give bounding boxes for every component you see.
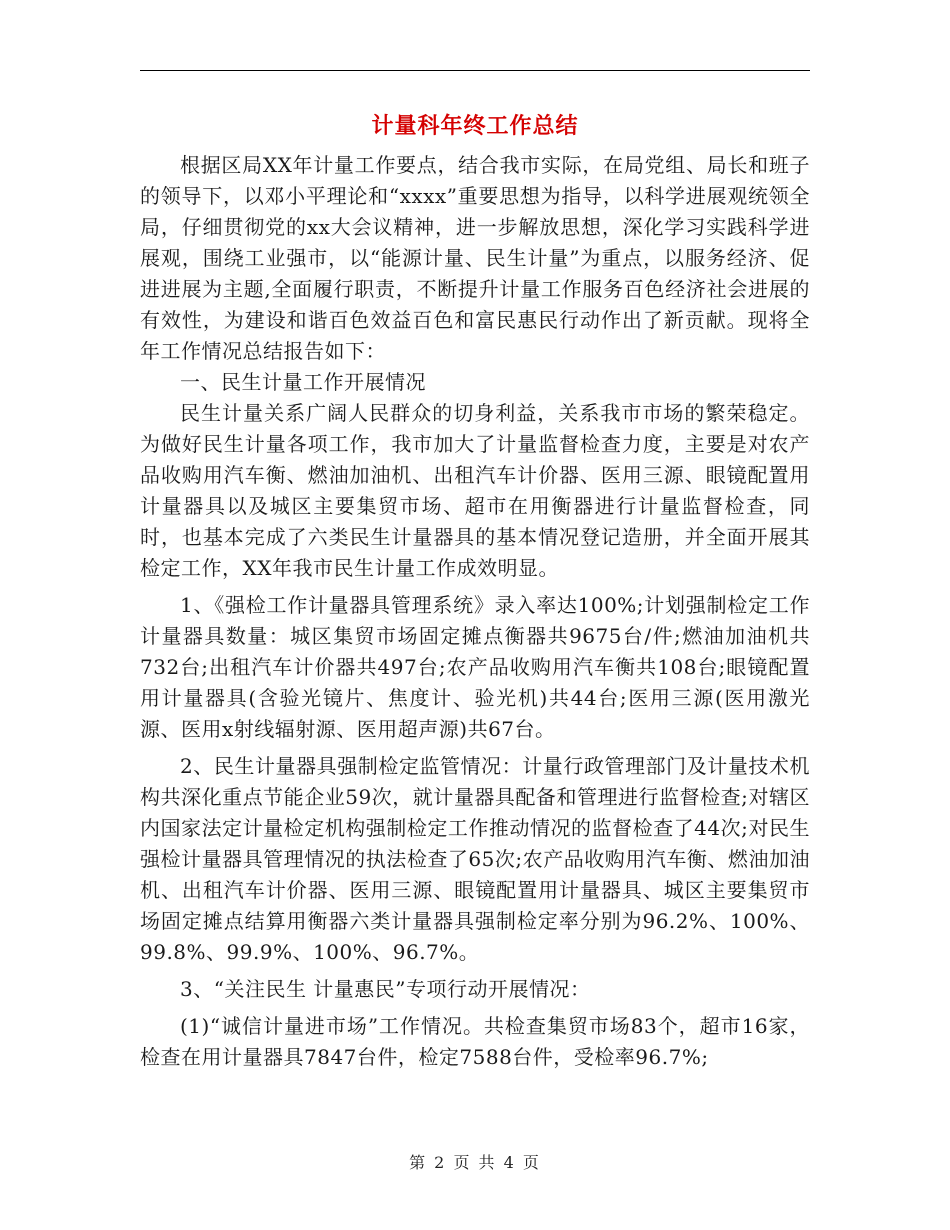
section-heading-1: 一、民生计量工作开展情况 [180,370,426,394]
list-item-2: 2、民生计量器具强制检定监管情况：计量行政管理部门及计量技术机构共深化重点节能企业59次，就计量器具配备和管理进行监督检查;对辖区内国家法定计量检定机构强制检定工作推动情况的监督检查了44次;对民生强检计量器具管理情况的执法检查了65次;农产品收购用汽车衡、燃油加油机、出租汽车计价器、医用三源、眼镜配置用计量器具、城区主要集贸市场固定摊点结算用衡器六类计量器具强制检定率分别为96.2%、100%、99.8%、99.9%、100%、96.7%。 [140,754,810,964]
page-footer: 第 2 页 共 4 页 [409,1153,541,1172]
list-item-3: 3、“关注民生 计量惠民”专项行动开展情况： [180,977,591,1001]
document-body [140,150,810,1073]
sub-item-1: (1)“诚信计量进市场”工作情况。共检查集贸市场83个，超市16家，检查在用计量器具7847台件，检定7588台件，受检率96.7%; [140,1014,810,1069]
list-item-1: 1、《强检工作计量器具管理系统》录入率达100%;计划强制检定工作计量器具数量：城区集贸市场固定摊点衡器共9675台/件;燃油加油机共732台;出租汽车计价器共497台;农产品收购用汽车衡共108台;眼镜配置用计量器具(含验光镜片、焦度计、验光机)共44台;医用三源(医用激光源、医用x射线辐射源、医用超声源)共67台。 [140,593,810,741]
body-paragraph: 民生计量关系广阔人民群众的切身利益，关系我市市场的繁荣稳定。为做好民生计量各项工作，我市加大了计量监督检查力度，主要是对农产品收购用汽车衡、燃油加油机、出租汽车计价器、医用三源、眼镜配置用计量器具以及城区主要集贸市场、超市在用衡器进行计量监督检查，同时，也基本完成了六类民生计量器具的基本情况登记造册，并全面开展其检定工作，XX年我市民生计量工作成效明显。 [140,401,810,580]
document-title: 计量科年终工作总结 [371,113,579,139]
intro-paragraph: 根据区局XX年计量工作要点，结合我市实际，在局党组、局长和班子的领导下，以邓小平理论和“xxxx”重要思想为指导，以科学进展观统领全局，仔细贯彻党的xx大会议精神，进一步解放思想，深化学习实践科学进展观，围绕工业强市，以“能源计量、民生计量”为重点，以服务经济、促进进展为主题,全面履行职责，不断提升计量工作服务百色经济社会进展的有效性，为建设和谐百色效益百色和富民惠民行动作出了新贡献。现将全年工作情况总结报告如下： [140,153,810,363]
header-rule [140,70,810,71]
